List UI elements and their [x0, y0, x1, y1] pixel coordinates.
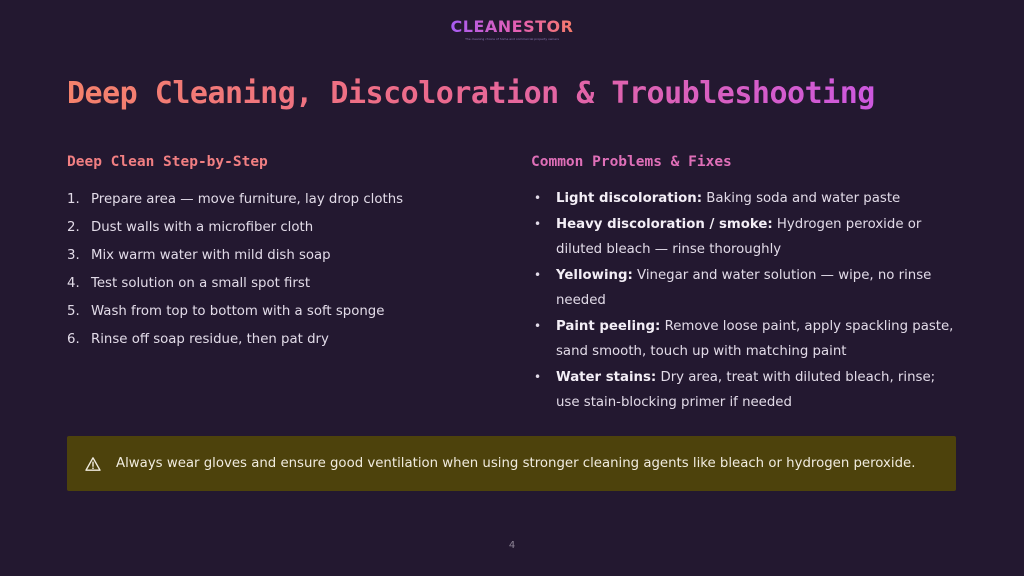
step-number: 2. — [67, 220, 80, 235]
step-text: Rinse off soap residue, then pat dry — [91, 332, 329, 347]
problem-label: Light discoloration: — [556, 191, 703, 206]
steps-heading: Deep Clean Step-by-Step — [67, 154, 268, 170]
step-number: 6. — [67, 332, 80, 347]
step-item — [67, 242, 403, 270]
page-number: 4 — [508, 540, 516, 551]
problem-label: Heavy discoloration / smoke: — [556, 216, 773, 232]
warning-triangle-icon — [85, 456, 101, 472]
problem-fix: Dry area, treat with diluted bleach, rinse; use stain-blocking primer if needed — [556, 369, 936, 410]
step-item — [67, 186, 403, 214]
logo-tagline: The cleaning choice of home and commercial property owners — [465, 37, 559, 41]
bullet-icon: • — [534, 191, 542, 205]
step-number: 1. — [67, 192, 80, 207]
bullet-icon: • — [534, 369, 542, 384]
step-number: 5. — [67, 304, 80, 319]
problem-fix: Remove loose paint, apply spackling paste, sand smooth, touch up with matching paint — [556, 318, 954, 359]
brand-logo — [0, 17, 1024, 41]
bullet-icon: • — [534, 318, 542, 333]
problem-label: Yellowing: — [556, 267, 633, 283]
step-item — [67, 270, 403, 298]
warning-callout — [67, 436, 956, 491]
step-text: Test solution on a small spot first — [91, 276, 311, 291]
problem-item — [531, 263, 961, 314]
slide-title: Deep Cleaning, Discoloration & Troubleshooting — [67, 74, 875, 114]
problem-item — [531, 314, 961, 365]
problem-fix: Hydrogen peroxide or diluted bleach — rinse thoroughly — [556, 216, 922, 257]
problem-fix: Vinegar and water solution — wipe, no rinse needed — [556, 267, 932, 308]
problems-heading: Common Problems & Fixes — [531, 154, 732, 170]
logo-wordmark: CLEANESTOR — [450, 17, 574, 36]
step-number: 4. — [67, 276, 80, 291]
problem-item — [531, 186, 961, 212]
warning-text: Always wear gloves and ensure good ventilation when using stronger cleaning agents like bleach or hydrogen peroxide. — [116, 456, 916, 471]
problem-item — [531, 365, 961, 416]
step-text: Prepare area — move furniture, lay drop cloths — [91, 192, 404, 207]
step-item — [67, 214, 403, 242]
step-text: Wash from top to bottom with a soft sponge — [91, 304, 385, 319]
step-item — [67, 326, 403, 354]
bullet-icon: • — [534, 216, 542, 231]
step-number: 3. — [67, 248, 80, 263]
step-text: Dust walls with a microfiber cloth — [91, 220, 314, 235]
bullet-icon: • — [534, 267, 542, 282]
problem-label: Water stains: — [556, 369, 657, 385]
problems-list — [531, 186, 961, 416]
step-item — [67, 298, 403, 326]
problem-fix: Baking soda and water paste — [702, 191, 901, 206]
problem-item — [531, 212, 961, 263]
step-text: Mix warm water with mild dish soap — [91, 248, 331, 263]
problem-label: Paint peeling: — [556, 318, 661, 334]
steps-list — [67, 186, 403, 354]
